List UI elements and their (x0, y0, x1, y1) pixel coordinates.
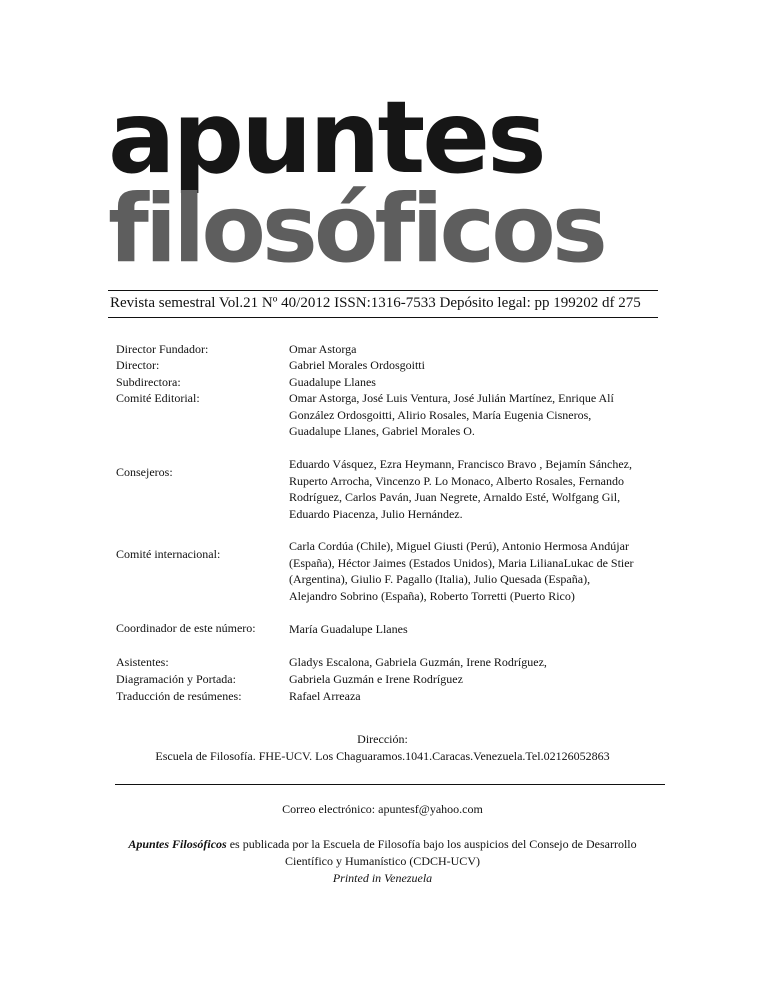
comite-internacional-line: (Argentina), Giulio F. Pagallo (Italia), Julio Quesada (España), (289, 572, 591, 586)
traduccion-value: Rafael Arreaza (289, 689, 361, 703)
consejeros-label: Consejeros: (116, 465, 173, 479)
asistentes-label: Asistentes: (116, 655, 169, 669)
consejeros-line: Rodríguez, Carlos Paván, Juan Negrete, Arnaldo Esté, Wolfgang Gil, (289, 490, 621, 504)
issue-bottom-rule (108, 317, 658, 318)
printed-in: Printed in Venezuela (332, 871, 433, 885)
masthead-title-apuntes: apuntes (108, 79, 544, 196)
coordinador-label: Coordinador de este número: (116, 621, 256, 635)
consejeros-value (289, 456, 661, 522)
asistentes-value: Gladys Escalona, Gabriela Guzmán, Irene Rodríguez, (289, 655, 547, 669)
traduccion-label: Traducción de resúmenes: (116, 689, 242, 703)
address-text: Escuela de Filosofía. FHE-UCV. Los Chaguaramos.1041.Caracas.Venezuela.Tel.02126052863 (155, 749, 610, 763)
comite-internacional-line: Carla Cordúa (Chile), Miguel Giusti (Perú), Antonio Hermosa Andújar (289, 539, 629, 553)
comite-internacional-label: Comité internacional: (116, 547, 221, 561)
publisher-statement-line2: Científico y Humanístico (CDCH-UCV) (285, 854, 480, 868)
comite-editorial-label: Comité Editorial: (116, 391, 200, 405)
comite-editorial-line: Guadalupe Llanes, Gabriel Morales O. (289, 424, 475, 438)
masthead-title-filosoficos: filosóficos (108, 175, 604, 284)
publisher-statement-text: es publicada por la Escuela de Filosofía bajo los auspicios del Consejo de Desarrollo (226, 837, 637, 851)
diagramacion-value: Gabriela Guzmán e Irene Rodríguez (289, 672, 463, 686)
director-value: Gabriel Morales Ordosgoitti (289, 358, 425, 372)
consejeros-line: Ruperto Arrocha, Vincenzo P. Lo Monaco, Alberto Rosales, Fernando (289, 473, 624, 488)
consejeros-line: Eduardo Vásquez, Ezra Heymann, Francisco Bravo , Bejamín Sánchez, (289, 457, 632, 471)
separator-rule (115, 784, 665, 785)
email-line: Correo electrónico: apuntesf@yahoo.com (282, 802, 483, 816)
comite-editorial-line: González Ordosgoitti, Alirio Rosales, María Eugenia Cisneros, (289, 407, 592, 422)
subdirectora-label: Subdirectora: (116, 375, 181, 389)
comite-internacional-value (289, 538, 661, 604)
comite-internacional-line: (España), Héctor Jaimes (Estados Unidos), Maria LilianaLukac de Stier (289, 555, 634, 570)
issue-info: Revista semestral Vol.21 Nº 40/2012 ISSN:1316-7533 Depósito legal: pp 199202 df 275 (110, 295, 641, 311)
director-fundador-label: Director Fundador: (116, 342, 209, 356)
diagramacion-label: Diagramación y Portada: (116, 672, 236, 686)
comite-internacional-line: Alejandro Sobrino (España), Roberto Torretti (Puerto Rico) (289, 588, 575, 603)
consejeros-line: Eduardo Piacenza, Julio Hernández. (289, 506, 463, 521)
address-heading: Dirección: (357, 732, 408, 746)
publisher-statement (0, 836, 765, 853)
subdirectora-value: Guadalupe Llanes (289, 375, 376, 389)
director-fundador-value: Omar Astorga (289, 342, 357, 356)
comite-editorial-line: Omar Astorga, José Luis Ventura, José Julián Martínez, Enrique Alí (289, 391, 614, 405)
director-label: Director: (116, 358, 160, 372)
top-rule (108, 290, 658, 291)
comite-editorial-value (289, 390, 661, 440)
coordinador-value: María Guadalupe Llanes (289, 622, 408, 636)
journal-name: Apuntes Filosóficos (128, 837, 227, 851)
